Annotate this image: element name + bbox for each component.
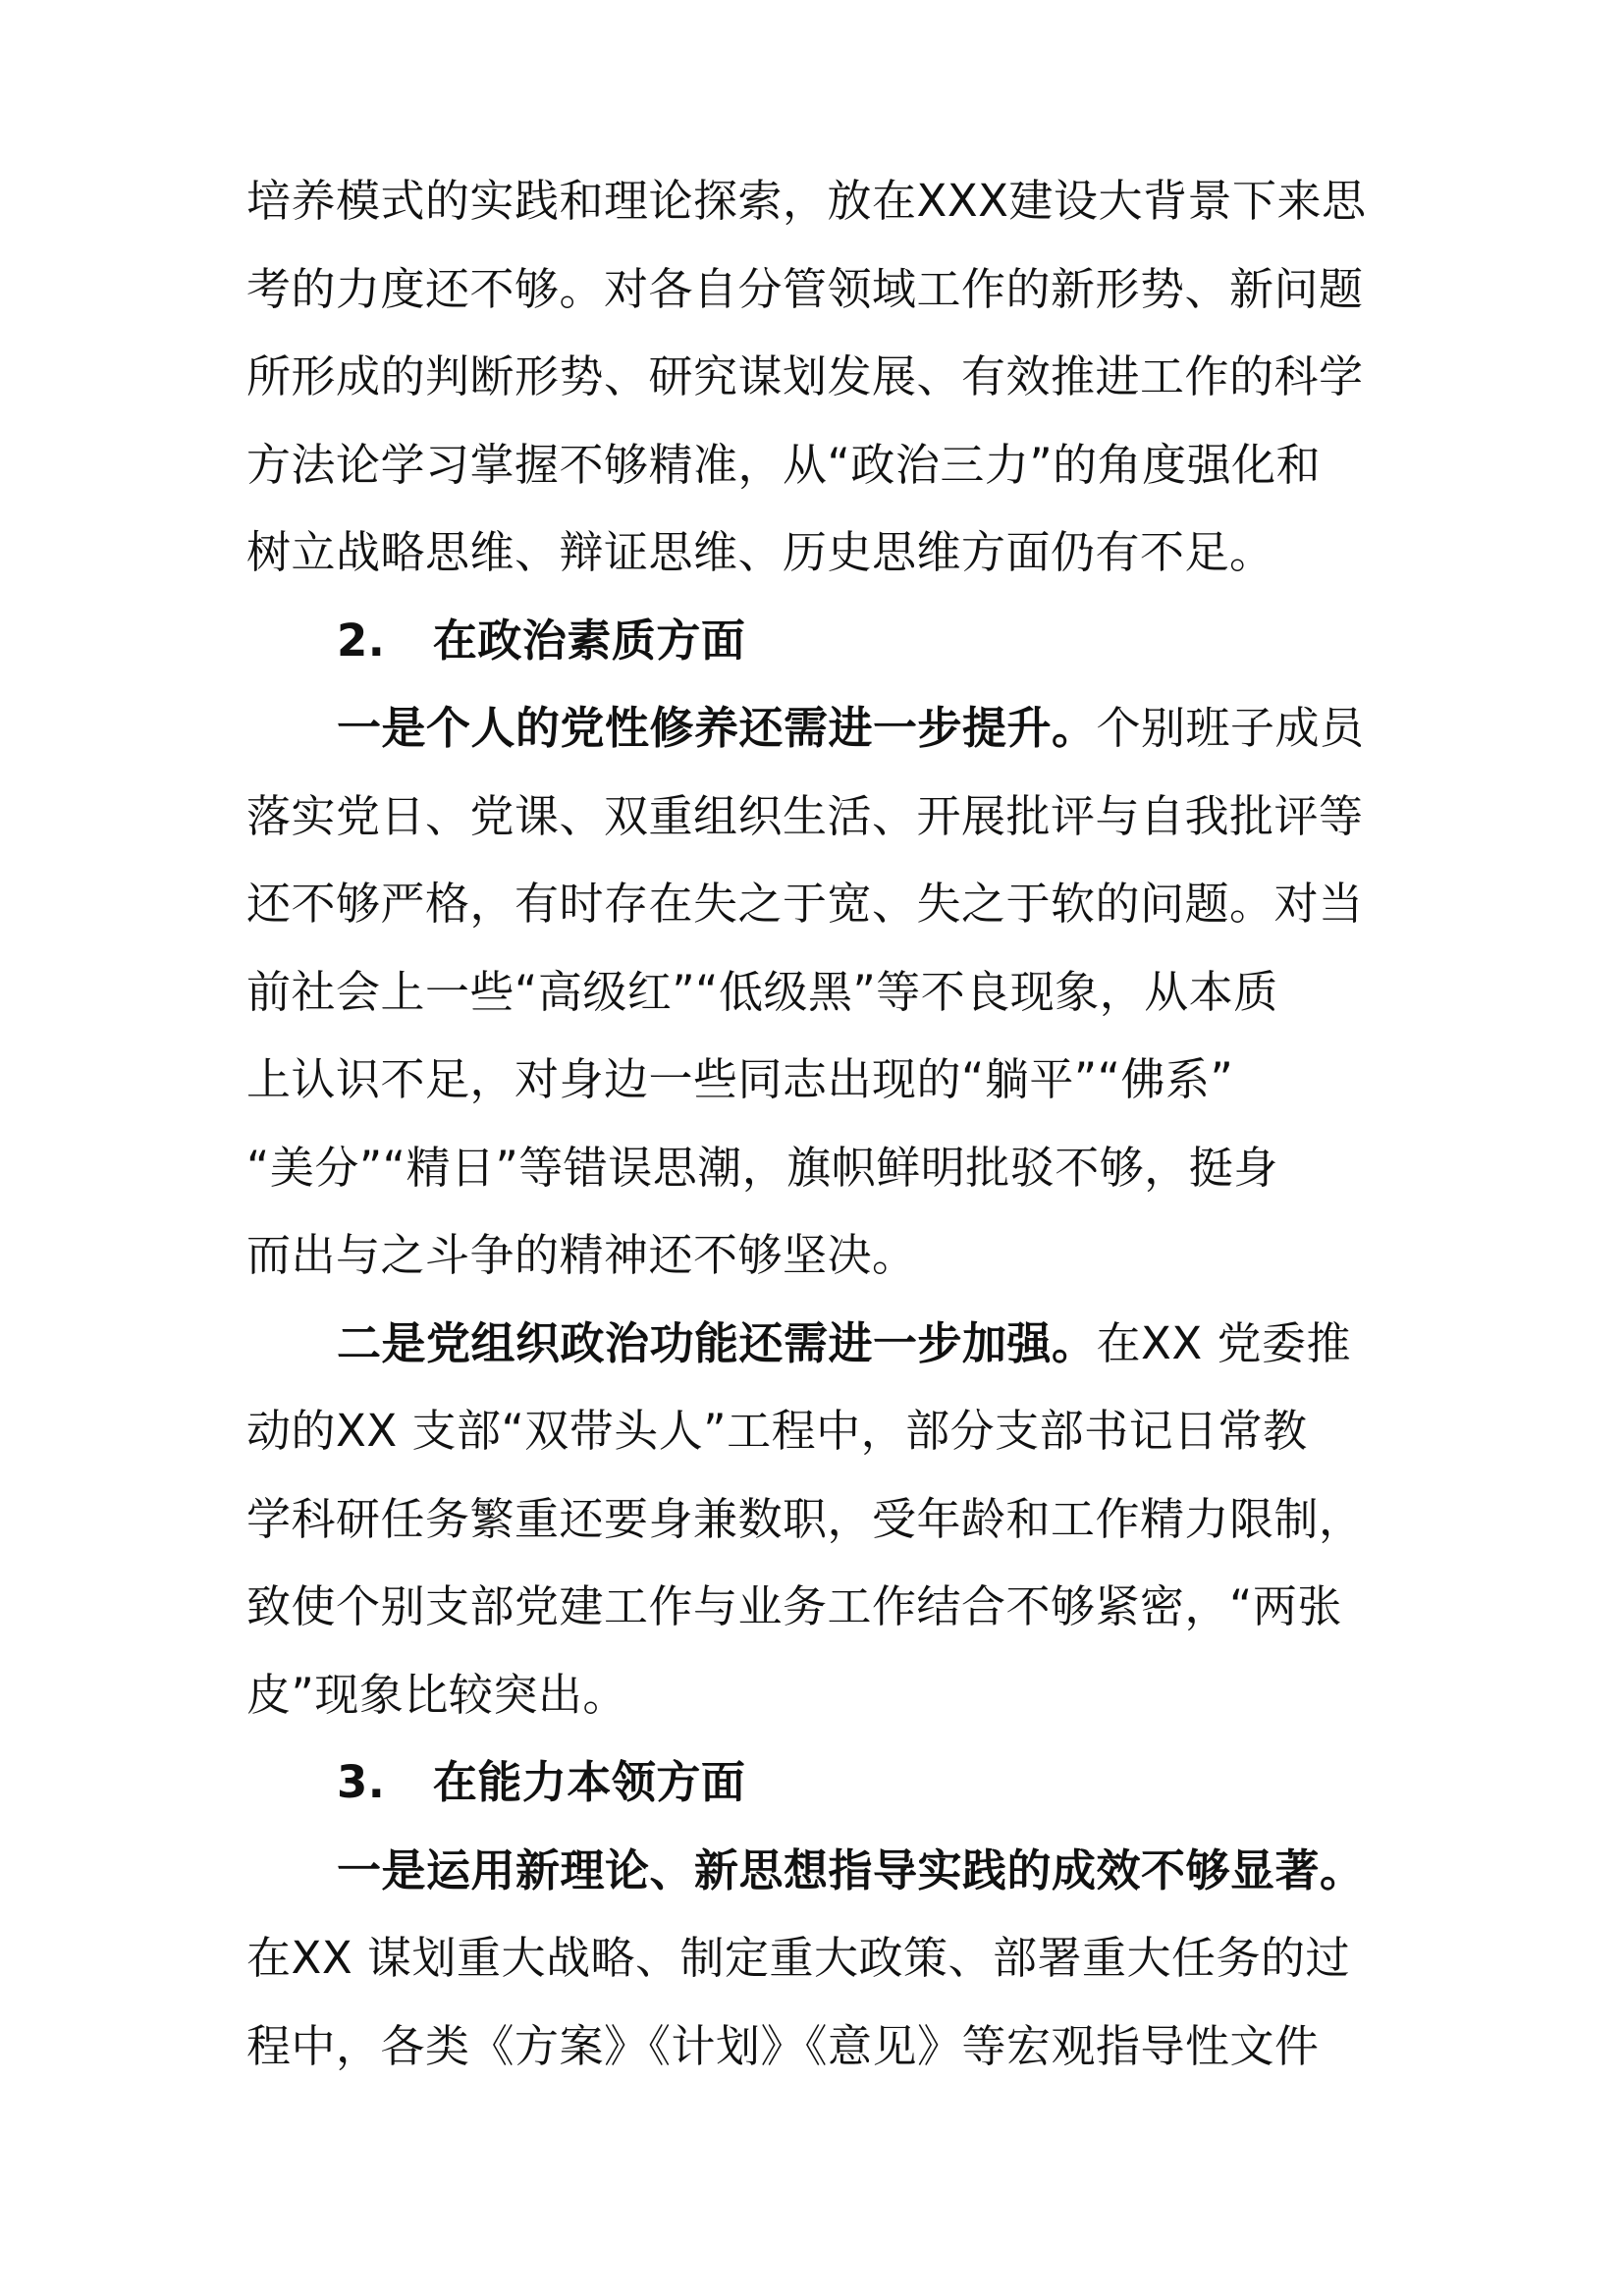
- text-run: 在XX 党委推: [1096, 1316, 1351, 1369]
- text-line: [246, 683, 1365, 774]
- bold-text-run: 二是党组织政治功能还需进一步加强。: [337, 1316, 1097, 1369]
- bold-text-run: 3. 在能力本领方面: [337, 1756, 746, 1808]
- text-line: [246, 1913, 1350, 2003]
- text-line: [246, 947, 1278, 1038]
- text-line: [246, 420, 1321, 510]
- text-line: [246, 156, 1367, 246]
- text-line: [246, 1035, 1233, 1125]
- bold-text-run: 2. 在政治素质方面: [337, 614, 746, 667]
- text-line: [246, 2002, 1320, 2092]
- text-run: 皮”现象比较突出。: [246, 1668, 627, 1721]
- text-run: 致使个别支部党建工作与业务工作结合不够紧密，“两张: [246, 1580, 1342, 1632]
- bold-text-run: 一是运用新理论、新思想指导实践的成效不够显著。: [337, 1843, 1365, 1896]
- text-run: 方法论学习掌握不够精准，从“政治三力”的角度强化和: [246, 438, 1322, 491]
- text-run: 在XX 谋划重大战略、制定重大政策、部署重大任务的过: [246, 1932, 1350, 1984]
- text-run: 落实党日、党课、双重组织生活、开展批评与自我批评等: [246, 789, 1364, 842]
- text-run: 动的XX 支部“双带头人”工程中，部分支部书记日常教: [246, 1405, 1308, 1457]
- text-line: [246, 1826, 1365, 1916]
- text-line: [246, 1650, 627, 1740]
- text-run: 上认识不足，对身边一些同志出现的“躺平”“佛系”: [246, 1053, 1234, 1105]
- text-run: “美分”“精日”等错误思潮，旗帜鲜明批驳不够，挺身: [246, 1141, 1278, 1194]
- text-run: 考的力度还不够。对各自分管领域工作的新形势、新问题: [246, 262, 1364, 315]
- text-line: [246, 332, 1364, 422]
- bold-text-run: 一是个人的党性修养还需进一步提升。: [337, 702, 1097, 754]
- text-run: 培养模式的实践和理论探索，放在XXX建设大背景下来思: [246, 175, 1367, 227]
- text-run: 前社会上一些“高级红”“低级黑”等不良现象，从本质: [246, 965, 1278, 1018]
- text-line: [246, 244, 1364, 335]
- text-line: [246, 1210, 917, 1301]
- text-line: [246, 507, 1274, 598]
- text-line: [246, 1562, 1342, 1652]
- text-run: 树立战略思维、辩证思维、历史思维方面仍有不足。: [246, 526, 1274, 578]
- text-line: [246, 1123, 1278, 1213]
- text-run: 还不够严格，有时存在失之于宽、失之于软的问题。对当: [246, 878, 1364, 930]
- text-line: [246, 596, 745, 686]
- text-line: [246, 1299, 1351, 1389]
- text-line: [246, 859, 1364, 949]
- text-run: 所形成的判断形势、研究谋划发展、有效推进工作的科学: [246, 350, 1364, 402]
- text-run: 学科研任务繁重还要身兼数职，受年龄和工作精力限制，: [246, 1492, 1364, 1545]
- text-line: [246, 772, 1364, 862]
- text-line: [246, 1386, 1308, 1476]
- text-run: 程中，各类《方案》《计划》《意见》等宏观指导性文件: [246, 2019, 1320, 2072]
- text-line: [246, 1737, 745, 1828]
- text-line: [246, 1474, 1364, 1565]
- text-run: 而出与之斗争的精神还不够坚决。: [246, 1229, 917, 1281]
- text-run: 个别班子成员: [1096, 702, 1365, 754]
